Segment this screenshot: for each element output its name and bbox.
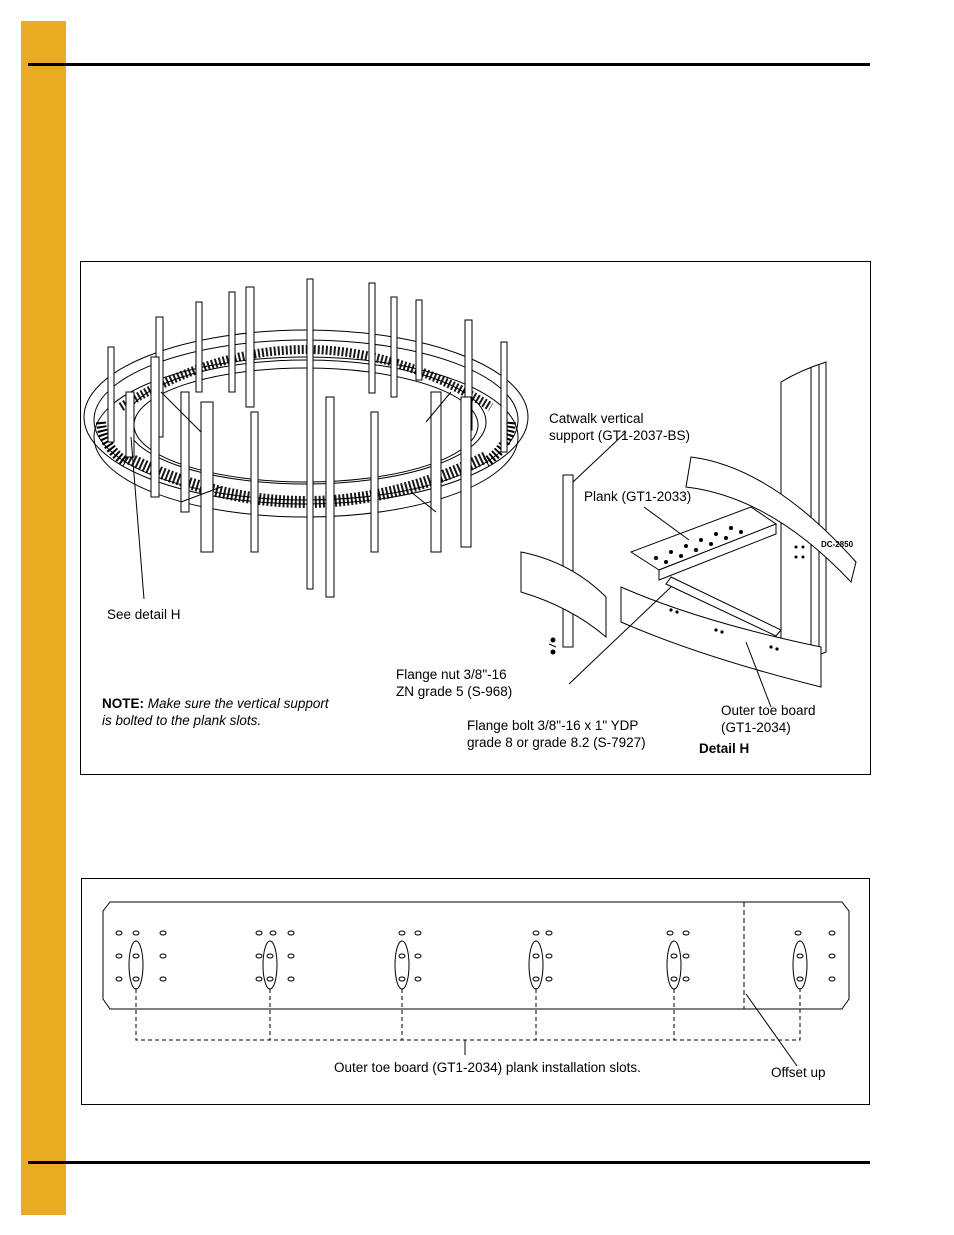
offset-up-label: Offset up — [771, 1065, 826, 1080]
flange-bolt-callout: Flange bolt 3/8"-16 x 1" YDP grade 8 or grade 8.2 (S-7927) — [467, 718, 646, 750]
header-rule — [28, 63, 870, 66]
note-label: NOTE: — [102, 696, 144, 711]
footer-rule — [28, 1161, 870, 1164]
detail-h-title: Detail H — [699, 741, 750, 756]
see-detail-callout: See detail H — [107, 607, 181, 622]
note-block — [102, 695, 329, 729]
outer-toe-board-callout: Outer toe board (GT1-2034) — [721, 703, 816, 735]
flange-nut-callout: Flange nut 3/8"-16 ZN grade 5 (S-968) — [396, 667, 513, 699]
plank-callout: Plank (GT1-2033) — [584, 489, 692, 504]
toe-board-slots-figure — [81, 878, 870, 1105]
note-text-2: is bolted to the plank slots. — [102, 713, 262, 728]
chapter-side-tab — [21, 21, 66, 1215]
note-text-1: Make sure the vertical support — [147, 696, 329, 711]
part-stamp: DC-2850 — [821, 540, 854, 549]
catwalk-assembly-figure — [80, 261, 871, 775]
catwalk-support-callout: Catwalk vertical support (GT1-2037-BS) — [549, 411, 691, 443]
slots-caption: Outer toe board (GT1-2034) plank installation slots. — [334, 1060, 641, 1075]
